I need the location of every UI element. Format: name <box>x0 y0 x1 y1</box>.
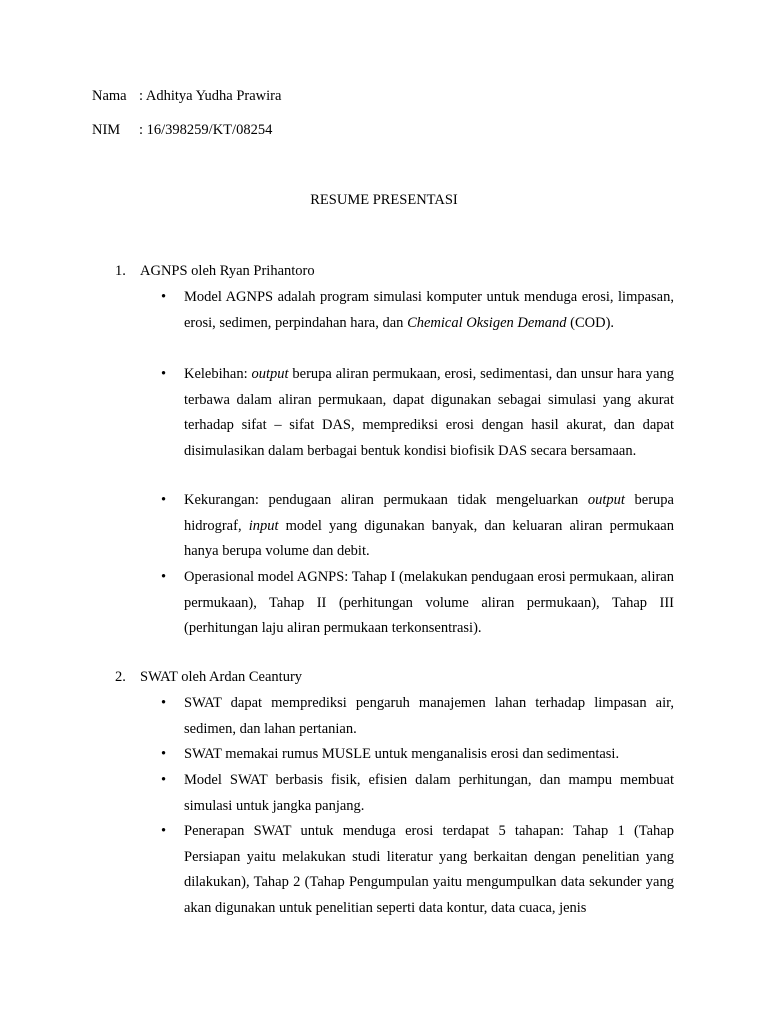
text-run: berupa hidrograf, <box>184 492 674 534</box>
list-item-text <box>184 742 674 768</box>
text-run: model yang digunakan banyak, dan keluaran aliran permukaan hanya berupa volume dan debit. <box>184 517 674 560</box>
list-item-text <box>184 565 674 642</box>
list-item <box>161 819 674 921</box>
section-number: 2. <box>115 669 126 685</box>
document-title: RESUME PRESENTASI <box>310 192 458 208</box>
text-run: Kekurangan: pendugaan aliran permukaan tidak mengeluarkan <box>184 492 588 508</box>
list-item <box>161 488 674 565</box>
text-run: Model AGNPS adalah program simulasi komputer untuk menduga erosi, limpasan, erosi, sedimen, perpindahan hara, dan <box>184 289 674 331</box>
name-line <box>92 86 281 106</box>
italic-term: output <box>587 492 625 508</box>
list-item <box>161 565 674 642</box>
text-run: Model SWAT berbasis fisik, efisien dalam perhitungan, dan mampu membuat simulasi untuk jangka panjang. <box>184 772 674 814</box>
list-item-text <box>184 768 674 819</box>
text-run: Operasional model AGNPS: Tahap I (melakukan pendugaan erosi permukaan, aliran permukaan), Tahap II (perhitungan volume aliran permukaan), Tahap III (perhitungan laju aliran permukaan terkonsentrasi). <box>184 569 674 637</box>
bullet-icon: • <box>161 772 167 788</box>
section-number: 1. <box>115 263 126 279</box>
nim-value: : 16/398259/KT/08254 <box>139 122 273 138</box>
bullet-icon: • <box>161 492 167 508</box>
bullet-icon: • <box>161 289 167 305</box>
section-title: AGNPS oleh Ryan Prihantoro <box>140 263 315 279</box>
bullet-icon: • <box>161 366 167 382</box>
text-run: (COD). <box>566 314 615 331</box>
name-value: : Adhitya Yudha Prawira <box>139 88 282 104</box>
list-item-text <box>184 691 674 742</box>
nim-label: NIM <box>92 122 121 138</box>
list-item-text <box>184 285 674 336</box>
bullet-icon: • <box>161 746 167 762</box>
bullet-icon: • <box>161 823 167 839</box>
text-run: Penerapan SWAT untuk menduga erosi terdapat 5 tahapan: Tahap 1 (Tahap Persiapan yaitu melakukan studi literatur yang berkaitan dengan penelitian yang dilakukan), Tahap 2 (Tahap Pengumpulan yaitu mengumpulkan data sekunder yang akan digunakan untuk penelitian seperti data kontur, data cuaca, jenis <box>184 823 674 916</box>
list-item <box>161 768 674 819</box>
name-label: Nama <box>92 88 127 104</box>
text-run: berupa aliran permukaan, erosi, sedimentasi, dan unsur hara yang terbawa dalam aliran permukaan, dapat digunakan sebagai simulasi yang akurat terhadap sifat – sifat DAS, memprediksi erosi dengan hasil akurat, dan dapat disimulasikan dalam berbagai bentuk kondisi biofisik DAS secara bersamaan. <box>184 366 674 459</box>
text-run: SWAT dapat memprediksi pengaruh manajemen lahan terhadap limpasan air, sedimen, dan lahan pertanian. <box>184 695 674 737</box>
italic-term: Chemical Oksigen Demand <box>407 314 567 331</box>
list-item <box>161 691 674 742</box>
section-heading-1 <box>115 261 315 281</box>
text-run: SWAT memakai rumus MUSLE untuk menganalisis erosi dan sedimentasi. <box>184 746 620 762</box>
bullet-icon: • <box>161 695 167 711</box>
italic-term: output <box>251 366 289 382</box>
section-heading-2 <box>115 667 302 687</box>
list-item-text <box>184 819 674 921</box>
list-item-text <box>184 362 674 464</box>
text-run: Kelebihan: <box>184 366 252 382</box>
italic-term: input <box>248 517 279 534</box>
list-item-text <box>184 488 674 565</box>
list-item <box>161 742 674 768</box>
list-item <box>161 285 674 336</box>
nim-line <box>92 120 272 140</box>
section-title: SWAT oleh Ardan Ceantury <box>140 669 303 685</box>
bullet-icon: • <box>161 569 167 585</box>
list-item <box>161 362 674 464</box>
